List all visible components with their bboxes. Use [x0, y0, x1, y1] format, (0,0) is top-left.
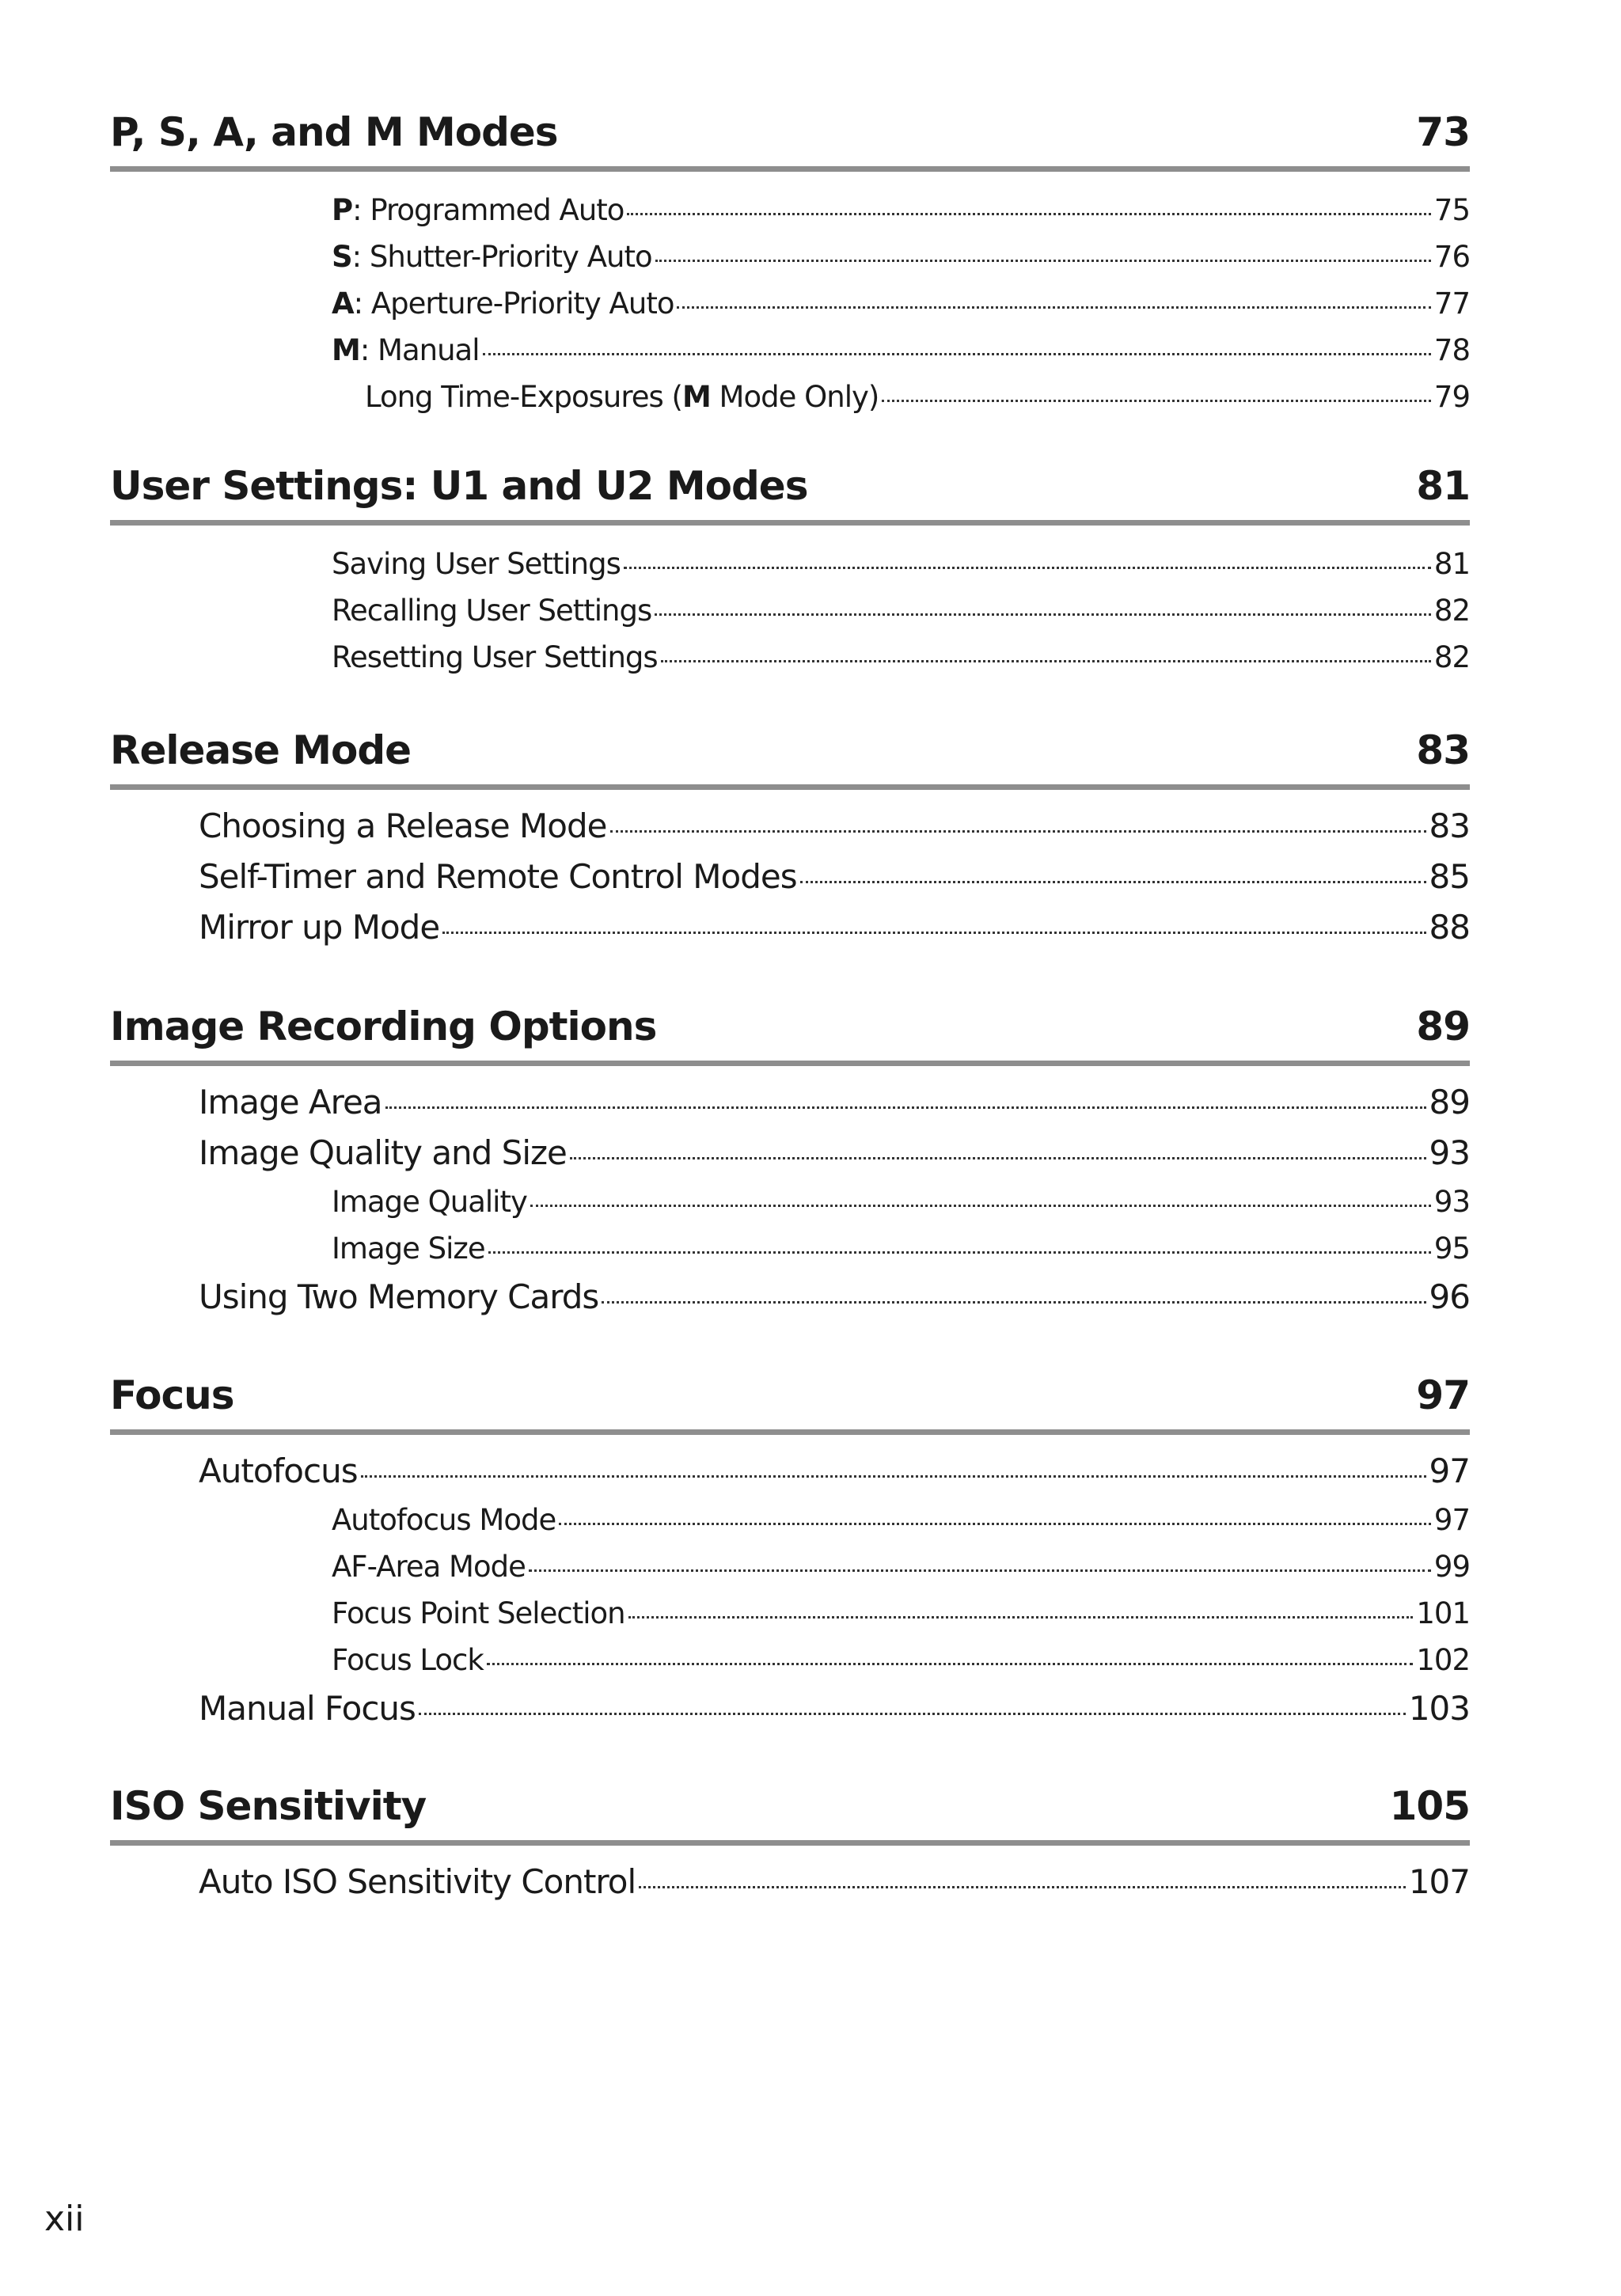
toc-entry[interactable] [199, 1128, 1470, 1178]
entry-label: Choosing a Release Mode [199, 806, 607, 845]
section-heading[interactable] [110, 997, 1470, 1066]
dot-leader [483, 353, 1431, 355]
section-title: User Settings: U1 and U2 Modes [110, 463, 808, 509]
entry-label: : Shutter-Priority Auto [351, 240, 652, 274]
dot-leader [488, 1251, 1431, 1254]
entry-label: Resetting User Settings [332, 640, 658, 674]
dot-leader [530, 1205, 1431, 1207]
entry-page-number: 76 [1433, 240, 1470, 274]
toc-entry[interactable] [332, 187, 1470, 233]
entry-page-number: 107 [1408, 1862, 1470, 1901]
toc-entry[interactable] [332, 634, 1470, 681]
toc-entry[interactable] [199, 1446, 1470, 1497]
toc-section [110, 457, 1470, 681]
entry-page-number: 99 [1433, 1550, 1470, 1584]
dot-leader [677, 306, 1430, 309]
entry-label: : Aperture-Priority Auto [353, 287, 674, 321]
toc-entry[interactable] [332, 1543, 1470, 1590]
dot-leader [624, 567, 1431, 569]
dot-leader [419, 1713, 1406, 1715]
dot-leader [800, 881, 1426, 883]
section-heading[interactable] [110, 721, 1470, 790]
toc-entry[interactable] [199, 1077, 1470, 1128]
toc-entry[interactable] [332, 587, 1470, 634]
section-page-number: 81 [1416, 463, 1470, 509]
entry-page-number: 83 [1429, 806, 1470, 845]
toc-section [110, 103, 1470, 420]
entry-label: Saving User Settings [332, 547, 621, 581]
section-page-number: 105 [1389, 1783, 1470, 1829]
entry-page-number: 77 [1433, 287, 1470, 321]
section-heading[interactable] [110, 1777, 1470, 1846]
entry-page-number: 78 [1433, 333, 1470, 367]
dot-leader [661, 660, 1431, 662]
section-title: ISO Sensitivity [110, 1783, 427, 1829]
entry-page-number: 101 [1416, 1596, 1470, 1630]
entry-label: Image Quality and Size [199, 1133, 567, 1172]
mode-letter: M [332, 333, 360, 367]
toc-entry[interactable] [332, 1590, 1470, 1637]
section-title: Release Mode [110, 727, 412, 773]
dot-leader [628, 1616, 1414, 1619]
toc-entry[interactable] [332, 280, 1470, 327]
toc-entry[interactable] [332, 541, 1470, 587]
dot-leader [487, 1663, 1414, 1665]
entry-label: Image Area [199, 1083, 382, 1121]
entry-page-number: 93 [1429, 1133, 1470, 1172]
dot-leader [442, 932, 1425, 934]
toc-entry[interactable] [332, 1178, 1470, 1225]
entry-page-number: 96 [1429, 1277, 1470, 1316]
entry-label: Image Quality [332, 1185, 527, 1219]
section-heading[interactable] [110, 457, 1470, 526]
dot-leader [361, 1475, 1426, 1478]
entry-label: Focus Lock [332, 1643, 484, 1677]
entry-page-number: 82 [1433, 640, 1470, 674]
entry-label: Using Two Memory Cards [199, 1277, 599, 1316]
entry-page-number: 102 [1416, 1643, 1470, 1677]
mode-letter: M [681, 380, 711, 414]
toc-entry[interactable] [199, 1857, 1470, 1907]
dot-leader [602, 1301, 1425, 1304]
section-heading[interactable] [110, 1366, 1470, 1435]
section-title: P, S, A, and M Modes [110, 109, 558, 155]
entry-label: Focus Point Selection [332, 1596, 625, 1630]
dot-leader [639, 1886, 1406, 1888]
section-page-number: 97 [1416, 1372, 1470, 1418]
mode-letter: S [332, 240, 352, 274]
entry-page-number: 93 [1433, 1185, 1470, 1219]
toc-entry[interactable] [199, 801, 1470, 852]
entry-page-number: 85 [1429, 857, 1470, 896]
section-title: Image Recording Options [110, 1004, 657, 1049]
dot-leader [610, 830, 1426, 833]
entry-label-suffix: Mode Only) [710, 380, 879, 414]
entry-label: Autofocus [199, 1452, 358, 1490]
dot-leader [882, 400, 1431, 402]
entry-page-number: 79 [1433, 380, 1470, 414]
toc-entry[interactable] [332, 233, 1470, 280]
entry-label: Long Time-Exposures ( [365, 380, 682, 414]
entry-label: Manual Focus [199, 1689, 416, 1728]
entry-label: : Manual [359, 333, 480, 367]
toc-section [110, 721, 1470, 953]
entry-page-number: 95 [1433, 1231, 1470, 1266]
section-page-number: 73 [1416, 109, 1470, 155]
mode-letter: A [332, 287, 354, 321]
entry-page-number: 75 [1433, 193, 1470, 227]
toc-entry[interactable] [199, 1683, 1470, 1734]
entry-page-number: 103 [1408, 1689, 1470, 1728]
toc-entry[interactable] [199, 852, 1470, 902]
section-title: Focus [110, 1372, 234, 1418]
entry-page-number: 88 [1429, 908, 1470, 947]
dot-leader [385, 1106, 1426, 1109]
section-page-number: 83 [1416, 727, 1470, 773]
entry-page-number: 97 [1429, 1452, 1470, 1490]
dot-leader [529, 1569, 1431, 1572]
dot-leader [570, 1157, 1426, 1159]
dot-leader [655, 613, 1431, 616]
entry-label: Recalling User Settings [332, 594, 652, 628]
entry-page-number: 97 [1433, 1503, 1470, 1537]
entry-page-number: 82 [1433, 594, 1470, 628]
entry-label: : Programmed Auto [352, 193, 624, 227]
toc-entry[interactable] [332, 1637, 1470, 1683]
section-page-number: 89 [1416, 1004, 1470, 1049]
entry-label: Auto ISO Sensitivity Control [199, 1862, 636, 1901]
toc-entry[interactable] [332, 1225, 1470, 1272]
toc-entry[interactable] [365, 374, 1470, 420]
entry-label: Self-Timer and Remote Control Modes [199, 857, 797, 896]
entry-label: Image Size [332, 1231, 485, 1266]
toc-section [110, 1777, 1470, 1907]
entry-label: Mirror up Mode [199, 908, 440, 947]
toc-entry[interactable] [199, 1272, 1470, 1323]
toc-entry[interactable] [199, 902, 1470, 953]
page-folio: xii [44, 2199, 85, 2239]
toc-section [110, 1366, 1470, 1734]
dot-leader [627, 213, 1430, 215]
dot-leader [559, 1523, 1431, 1525]
toc-entry[interactable] [332, 1497, 1470, 1543]
dot-leader [655, 260, 1431, 262]
section-heading[interactable] [110, 103, 1470, 172]
entry-page-number: 81 [1433, 547, 1470, 581]
entry-label: Autofocus Mode [332, 1503, 556, 1537]
mode-letter: P [332, 193, 353, 227]
toc-section [110, 997, 1470, 1323]
entry-label: AF-Area Mode [332, 1550, 526, 1584]
entry-page-number: 89 [1429, 1083, 1470, 1121]
toc-entry[interactable] [332, 327, 1470, 374]
